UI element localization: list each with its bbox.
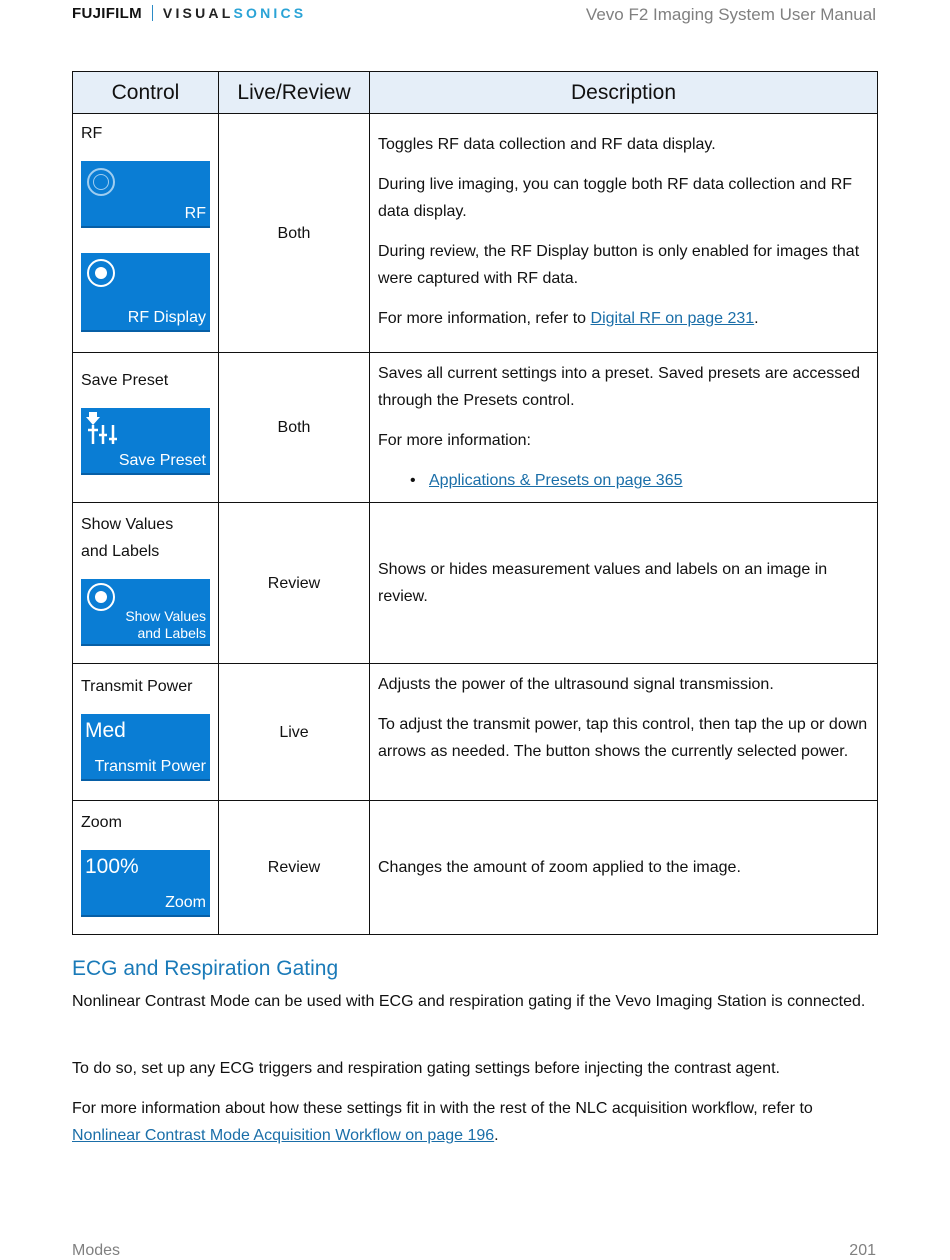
rf-button[interactable] [81, 161, 210, 228]
transmit-power-value: Med [85, 719, 126, 742]
transmit-power-button[interactable] [81, 714, 210, 781]
radio-off-icon [87, 168, 115, 196]
description-cell [370, 503, 878, 664]
mode-cell: Review [219, 801, 370, 935]
radio-on-icon [87, 583, 115, 611]
manual-title: Vevo F2 Imaging System User Manual [585, 5, 876, 24]
bullet-item: • Applications & Presets on page 365 [378, 467, 869, 494]
logo-divider [152, 5, 153, 21]
logo-fujifilm: FUJIFILM [72, 4, 142, 22]
description-text: For more information, refer to Digital RF on page 231. [378, 310, 759, 327]
description-cell [370, 664, 878, 801]
show-values-labels-button-label: Show Values and Labels [125, 608, 206, 641]
mode-cell: Review [219, 503, 370, 664]
rf-display-button[interactable] [81, 253, 210, 332]
control-cell [73, 503, 219, 664]
column-header-description: Description [370, 72, 878, 114]
zoom-button-label: Zoom [165, 894, 206, 911]
control-name: Save Preset [81, 372, 169, 389]
radio-on-icon [87, 259, 115, 287]
logo-visualsonics: VISUALSONICS [162, 5, 307, 21]
control-name: Transmit Power [81, 678, 193, 695]
description-cell [370, 114, 878, 353]
rf-button-label: RF [184, 205, 206, 222]
zoom-button[interactable] [81, 850, 210, 917]
table-row-show-values [73, 503, 878, 664]
fujifilm-visualsonics-logo [72, 4, 306, 22]
applications-presets-link[interactable]: Applications & Presets on page 365 [429, 472, 683, 489]
description-text: During live imaging, you can toggle both RF data collection and RF data display. [378, 176, 853, 220]
paragraph-1: Nonlinear Contrast Mode can be used with ECG and respiration gating if the Vevo Imaging Station is connected. [72, 993, 866, 1010]
control-cell [73, 801, 219, 935]
description-text: Adjusts the power of the ultrasound signal transmission. [378, 676, 774, 693]
control-cell [73, 664, 219, 801]
digital-rf-link[interactable]: Digital RF on page 231 [590, 310, 755, 327]
table-row-save-preset [73, 353, 878, 503]
mode-cell: Both [219, 353, 370, 503]
description-text: Saves all current settings into a preset. Saved presets are accessed through the Presets control. [378, 365, 861, 409]
table-row-transmit-power [73, 664, 878, 801]
save-preset-button[interactable] [81, 408, 210, 475]
description-cell [370, 353, 878, 503]
zoom-value: 100% [85, 855, 139, 878]
controls-table [72, 71, 878, 935]
table-row-zoom [73, 801, 878, 935]
mode-cell: Live [219, 664, 370, 801]
paragraph-2: To do so, set up any ECG triggers and respiration gating settings before injecting the contrast agent. [72, 1060, 780, 1077]
save-preset-icon [85, 411, 119, 445]
description-text: To adjust the transmit power, tap this control, then tap the up or down arrows as needed. The button shows the currently selected power. [378, 716, 868, 760]
show-values-labels-button[interactable] [81, 579, 210, 646]
description-text: Shows or hides measurement values and labels on an image in review. [378, 561, 828, 605]
table-row-rf [73, 114, 878, 353]
description-cell [370, 801, 878, 935]
control-cell [73, 353, 219, 503]
column-header-live-review: Live/Review [219, 72, 370, 114]
page-number: 201 [849, 1242, 876, 1259]
control-cell [73, 114, 219, 353]
control-name: RF [81, 125, 103, 142]
control-name: Zoom [81, 814, 122, 831]
column-header-control: Control [73, 72, 219, 114]
rf-display-button-label: RF Display [127, 309, 206, 326]
description-text: Toggles RF data collection and RF data display. [378, 136, 716, 153]
description-text: For more information: [378, 432, 531, 449]
transmit-power-button-label: Transmit Power [94, 758, 206, 775]
description-text: Changes the amount of zoom applied to the image. [378, 859, 741, 876]
description-text: During review, the RF Display button is only enabled for images that were captured with RF data. [378, 243, 860, 287]
paragraph-3: For more information about how these settings fit in with the rest of the NLC acquisition workflow, refer to Nonlinear Contrast Mode Acquisition Workflow on page 196. [72, 1100, 813, 1144]
section-title: ECG and Respiration Gating [72, 957, 339, 980]
mode-cell: Both [219, 114, 370, 353]
footer-section-name: Modes [72, 1242, 121, 1259]
nlc-workflow-link[interactable]: Nonlinear Contrast Mode Acquisition Workflow on page 196 [72, 1127, 495, 1144]
save-preset-button-label: Save Preset [118, 452, 206, 469]
table-header-row [73, 72, 878, 114]
control-name: Show Values and Labels [81, 516, 174, 560]
